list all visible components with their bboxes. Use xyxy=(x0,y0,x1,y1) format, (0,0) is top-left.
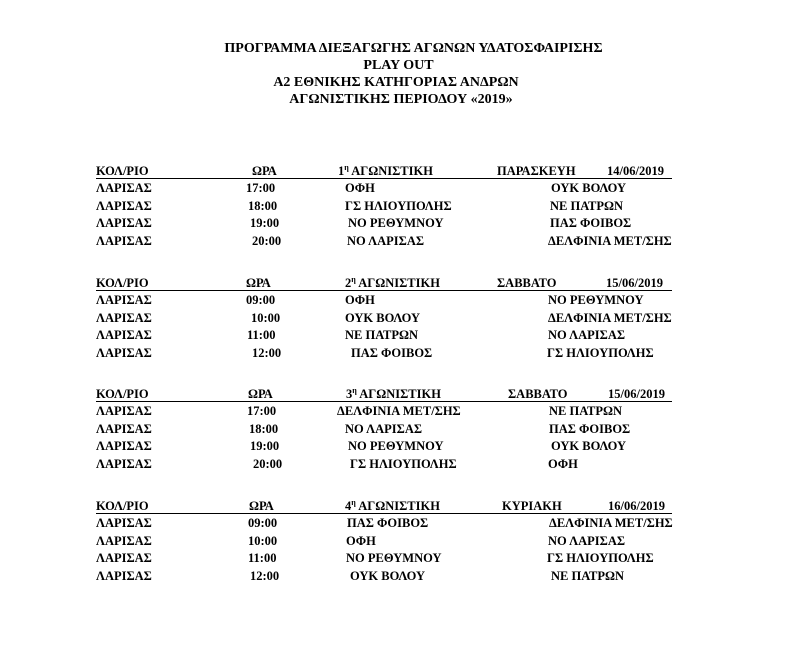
match-home-team: ΝΟ ΡΕΘΥΜΝΟΥ xyxy=(348,216,444,230)
round-label: ΑΓΩΝΙΣΤΙΚΗ xyxy=(359,387,441,401)
round-day: ΚΥΡΙΑΚΗ xyxy=(502,499,562,513)
match-venue: ΛΑΡΙΣΑΣ xyxy=(96,568,152,583)
match-time: 18:00 xyxy=(249,421,279,436)
match-home-team: ΟΦΗ xyxy=(345,181,375,195)
match-row xyxy=(0,327,787,345)
match-time: 19:00 xyxy=(250,216,280,230)
match-row xyxy=(0,292,787,310)
match-row xyxy=(0,515,787,533)
match-row xyxy=(0,180,787,198)
match-home-team: ΓΣ ΗΛΙΟΥΠΟΛΗΣ xyxy=(345,198,452,213)
match-row xyxy=(0,233,787,251)
match-home-team: ΟΦΗ xyxy=(345,293,375,307)
match-home-team: ΓΣ ΗΛΙΟΥΠΟΛΗΣ xyxy=(350,456,457,471)
match-home-team: ΠΑΣ ΦΟΙΒΟΣ xyxy=(351,345,433,360)
match-row xyxy=(0,215,787,233)
match-time: 19:00 xyxy=(250,439,280,453)
time-column-header: ΩΡΑ xyxy=(252,164,277,178)
match-time: 12:00 xyxy=(250,568,280,583)
match-home-team: ΝΕ ΠΑΤΡΩΝ xyxy=(345,328,419,342)
match-away-team: ΝΟ ΛΑΡΙΣΑΣ xyxy=(548,328,626,342)
venue-column-header: ΚΟΛ/ΡΙΟ xyxy=(96,499,149,513)
round-2-block xyxy=(0,275,787,362)
round-date: 14/06/2019 xyxy=(607,164,664,178)
match-home-team: ΟΥΚ ΒΟΛΟΥ xyxy=(350,568,426,583)
round-number: 1 xyxy=(338,164,345,178)
round-header xyxy=(0,275,787,292)
match-away-team: ΟΥΚ ΒΟΛΟΥ xyxy=(551,439,627,453)
round-header xyxy=(0,163,787,180)
match-venue: ΛΑΡΙΣΑΣ xyxy=(96,533,152,548)
round-number: 2 xyxy=(345,276,352,290)
match-time: 11:00 xyxy=(247,328,276,342)
venue-column-header: ΚΟΛ/ΡΙΟ xyxy=(96,164,149,178)
round-day: ΠΑΡΑΣΚΕΥΗ xyxy=(497,164,576,178)
header-underline xyxy=(96,290,672,291)
match-row xyxy=(0,438,787,456)
title-line-3: Α2 ΕΘΝΙΚΗΣ ΚΑΤΗΓΟΡΙΑΣ ΑΝΔΡΩΝ xyxy=(273,75,519,90)
round-1-block xyxy=(0,163,787,250)
match-row xyxy=(0,533,787,551)
header-underline xyxy=(96,513,672,514)
match-row xyxy=(0,568,787,586)
round-day: ΣΑΒΒΑΤΟ xyxy=(497,276,557,290)
time-column-header: ΩΡΑ xyxy=(246,276,271,290)
match-home-team: ΔΕΛΦΙΝΙΑ ΜΕΤ/ΣΗΣ xyxy=(337,404,461,418)
match-away-team: ΠΑΣ ΦΟΙΒΟΣ xyxy=(550,216,632,230)
match-time: 20:00 xyxy=(252,233,282,248)
document-title xyxy=(0,40,787,108)
match-home-team: ΟΥΚ ΒΟΛΟΥ xyxy=(345,310,421,325)
match-row xyxy=(0,550,787,568)
venue-column-header: ΚΟΛ/ΡΙΟ xyxy=(96,276,149,290)
match-venue: ΛΑΡΙΣΑΣ xyxy=(96,198,152,213)
round-ordinal: η xyxy=(344,163,349,172)
match-time: 20:00 xyxy=(253,456,283,471)
match-away-team: ΟΦΗ xyxy=(548,456,578,471)
match-venue: ΛΑΡΙΣΑΣ xyxy=(96,293,152,307)
match-row xyxy=(0,456,787,474)
match-away-team: ΝΕ ΠΑΤΡΩΝ xyxy=(551,568,625,583)
match-time: 17:00 xyxy=(246,181,276,195)
round-date: 15/06/2019 xyxy=(608,387,665,401)
round-ordinal: η xyxy=(352,386,357,395)
round-date: 15/06/2019 xyxy=(606,276,663,290)
match-away-team: ΝΕ ΠΑΤΡΩΝ xyxy=(549,404,623,418)
match-away-team: ΝΟ ΛΑΡΙΣΑΣ xyxy=(548,533,626,548)
match-time: 09:00 xyxy=(248,516,278,530)
match-home-team: ΝΟ ΛΑΡΙΣΑΣ xyxy=(345,421,423,436)
match-time: 10:00 xyxy=(248,533,278,548)
match-away-team: ΓΣ ΗΛΙΟΥΠΟΛΗΣ xyxy=(547,345,654,360)
title-line-4: ΑΓΩΝΙΣΤΙΚΗΣ ΠΕΡΙΟΔΟΥ «2019» xyxy=(289,92,513,107)
round-number: 4 xyxy=(345,499,352,513)
round-ordinal: η xyxy=(351,275,356,284)
match-row xyxy=(0,198,787,216)
match-home-team: ΟΦΗ xyxy=(346,533,376,548)
match-venue: ΛΑΡΙΣΑΣ xyxy=(96,551,152,565)
match-away-team: ΝΟ ΡΕΘΥΜΝΟΥ xyxy=(548,293,644,307)
match-venue: ΛΑΡΙΣΑΣ xyxy=(96,310,152,325)
match-venue: ΛΑΡΙΣΑΣ xyxy=(96,456,152,471)
match-away-team: ΓΣ ΗΛΙΟΥΠΟΛΗΣ xyxy=(547,551,654,565)
round-3-block xyxy=(0,386,787,473)
match-venue: ΛΑΡΙΣΑΣ xyxy=(96,345,152,360)
match-row xyxy=(0,345,787,363)
match-away-team: ΟΥΚ ΒΟΛΟΥ xyxy=(551,181,627,195)
round-date: 16/06/2019 xyxy=(608,499,665,513)
match-home-team: ΝΟ ΡΕΘΥΜΝΟΥ xyxy=(348,439,444,453)
match-venue: ΛΑΡΙΣΑΣ xyxy=(96,328,152,342)
round-header xyxy=(0,386,787,403)
time-column-header: ΩΡΑ xyxy=(249,499,274,513)
match-venue: ΛΑΡΙΣΑΣ xyxy=(96,421,152,436)
match-row xyxy=(0,421,787,439)
match-time: 18:00 xyxy=(248,198,278,213)
round-number: 3 xyxy=(346,387,353,401)
title-line-1: ΠΡΟΓΡΑΜΜΑ ΔΙΕΞΑΓΩΓΗΣ ΑΓΩΝΩΝ ΥΔΑΤΟΣΦΑΙΡΙΣΗΣ xyxy=(224,41,603,56)
match-venue: ΛΑΡΙΣΑΣ xyxy=(96,404,152,418)
round-day: ΣΑΒΒΑΤΟ xyxy=(508,387,568,401)
match-away-team: ΔΕΛΦΙΝΙΑ ΜΕΤ/ΣΗΣ xyxy=(549,516,673,530)
match-venue: ΛΑΡΙΣΑΣ xyxy=(96,233,152,248)
match-venue: ΛΑΡΙΣΑΣ xyxy=(96,439,152,453)
round-4-block xyxy=(0,498,787,585)
match-row xyxy=(0,403,787,421)
round-label: ΑΓΩΝΙΣΤΙΚΗ xyxy=(351,164,433,178)
match-time: 10:00 xyxy=(251,310,281,325)
match-away-team: ΔΕΛΦΙΝΙΑ ΜΕΤ/ΣΗΣ xyxy=(548,233,672,248)
match-away-team: ΔΕΛΦΙΝΙΑ ΜΕΤ/ΣΗΣ xyxy=(548,310,672,325)
title-line-2: PLAY OUT xyxy=(363,58,434,73)
match-time: 11:00 xyxy=(248,551,277,565)
round-label: ΑΓΩΝΙΣΤΙΚΗ xyxy=(358,276,440,290)
round-header xyxy=(0,498,787,515)
venue-column-header: ΚΟΛ/ΡΙΟ xyxy=(96,387,149,401)
match-venue: ΛΑΡΙΣΑΣ xyxy=(96,216,152,230)
round-label: ΑΓΩΝΙΣΤΙΚΗ xyxy=(358,499,440,513)
match-venue: ΛΑΡΙΣΑΣ xyxy=(96,516,152,530)
round-ordinal: η xyxy=(351,498,356,507)
match-venue: ΛΑΡΙΣΑΣ xyxy=(96,181,152,195)
header-underline xyxy=(96,178,672,179)
header-underline xyxy=(96,401,672,402)
match-time: 12:00 xyxy=(252,345,282,360)
match-row xyxy=(0,310,787,328)
match-time: 09:00 xyxy=(246,293,276,307)
match-away-team: ΝΕ ΠΑΤΡΩΝ xyxy=(550,198,624,213)
match-home-team: ΠΑΣ ΦΟΙΒΟΣ xyxy=(347,516,429,530)
match-away-team: ΠΑΣ ΦΟΙΒΟΣ xyxy=(549,421,631,436)
match-home-team: ΝΟ ΛΑΡΙΣΑΣ xyxy=(347,233,425,248)
time-column-header: ΩΡΑ xyxy=(248,387,273,401)
match-home-team: ΝΟ ΡΕΘΥΜΝΟΥ xyxy=(346,551,442,565)
match-time: 17:00 xyxy=(247,404,277,418)
